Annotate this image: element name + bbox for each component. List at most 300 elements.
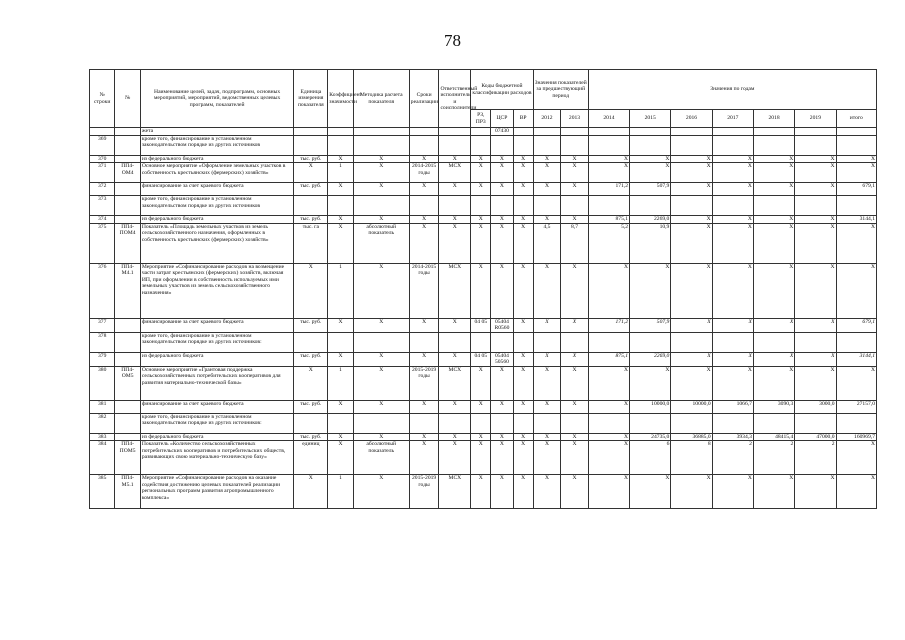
cell-2014: X [588, 366, 629, 400]
cell-2013 [561, 413, 589, 433]
cell-coef [328, 332, 353, 352]
cell-vr: X [513, 223, 533, 263]
cell-row-number: 384 [90, 441, 115, 475]
cell-code: ПП4-ОМ5 [115, 366, 140, 400]
cell-row-number: 373 [90, 196, 115, 216]
cell-2015: 6 [630, 441, 671, 475]
cell-total: 679,1 [836, 318, 876, 332]
cell-coef: 1 [328, 263, 353, 318]
cell-2019 [795, 196, 836, 216]
cell-unit: X [294, 263, 328, 318]
program-indicators-table [89, 69, 877, 509]
cell-csr: X [491, 216, 513, 224]
cell-coef [328, 128, 353, 136]
cell-coef: X [328, 400, 353, 413]
cell-row-number: 369 [90, 135, 115, 155]
cell-method: X [353, 400, 409, 413]
cell-2012 [533, 135, 561, 155]
cell-terms [409, 196, 439, 216]
cell-2018 [753, 128, 794, 136]
cell-terms [409, 413, 439, 433]
cell-2012: X [533, 318, 561, 332]
header-prev-values: Значения показателей за предшествующий период [533, 70, 588, 110]
cell-method: X [353, 475, 409, 509]
cell-terms [409, 128, 439, 136]
cell-2015: X [630, 475, 671, 509]
cell-unit [294, 128, 328, 136]
cell-resp: МСХ [439, 163, 471, 183]
table-row [90, 433, 877, 441]
cell-2016 [671, 135, 712, 155]
cell-2015 [630, 128, 671, 136]
cell-code: ПП4-М5.1 [115, 475, 140, 509]
cell-2013: X [561, 352, 589, 366]
cell-2014: X [588, 433, 629, 441]
header-2013: 2013 [561, 110, 589, 128]
cell-terms: X [409, 183, 439, 196]
header-by-years: Значения по годам [588, 70, 876, 110]
cell-unit [294, 413, 328, 433]
cell-unit: тыс. руб. [294, 318, 328, 332]
cell-resp [439, 332, 471, 352]
cell-terms: X [409, 433, 439, 441]
cell-2013: X [561, 216, 589, 224]
cell-name: из федерального бюджета [140, 352, 294, 366]
cell-unit: X [294, 163, 328, 183]
cell-csr: X [491, 475, 513, 509]
cell-coef: X [328, 318, 353, 332]
cell-2015: 24735,0 [630, 433, 671, 441]
table-row [90, 155, 877, 163]
cell-coef: X [328, 183, 353, 196]
cell-name: из федерального бюджета [140, 155, 294, 163]
cell-rz [471, 128, 491, 136]
cell-resp [439, 128, 471, 136]
table-row [90, 441, 877, 475]
cell-2012 [533, 196, 561, 216]
cell-unit [294, 332, 328, 352]
cell-row-number: 376 [90, 263, 115, 318]
cell-2014: X [588, 441, 629, 475]
table-row [90, 413, 877, 433]
cell-2016: X [671, 183, 712, 196]
cell-2012: X [533, 163, 561, 183]
cell-2018: X [753, 263, 794, 318]
cell-2012: X [533, 183, 561, 196]
cell-method: X [353, 216, 409, 224]
cell-method: X [353, 183, 409, 196]
cell-2018: 3090,3 [753, 400, 794, 413]
cell-resp: X [439, 400, 471, 413]
cell-2017: X [712, 155, 753, 163]
cell-code [115, 332, 140, 352]
cell-code [115, 352, 140, 366]
cell-2013: X [561, 441, 589, 475]
cell-2017: 1066,7 [712, 400, 753, 413]
cell-2017: X [712, 475, 753, 509]
header-csr: ЦСР [491, 110, 513, 128]
cell-total: 27157,0 [836, 400, 876, 413]
cell-2018: X [753, 223, 794, 263]
cell-vr: X [513, 475, 533, 509]
table-row [90, 135, 877, 155]
cell-2017 [712, 196, 753, 216]
cell-rz [471, 196, 491, 216]
cell-2018: X [753, 155, 794, 163]
cell-csr: X [491, 433, 513, 441]
cell-row-number: 380 [90, 366, 115, 400]
cell-csr: X [491, 163, 513, 183]
cell-coef: X [328, 433, 353, 441]
cell-unit [294, 135, 328, 155]
cell-vr: X [513, 263, 533, 318]
cell-resp: X [439, 433, 471, 441]
cell-2016 [671, 196, 712, 216]
cell-2012: X [533, 475, 561, 509]
header-2017: 2017 [712, 110, 753, 128]
cell-2018: X [753, 366, 794, 400]
cell-2014 [588, 413, 629, 433]
cell-2017: X [712, 366, 753, 400]
cell-csr: X [491, 400, 513, 413]
cell-name: кроме того, финансирование в установленном законодательством порядке из других источников: [140, 332, 294, 352]
cell-2018: X [753, 318, 794, 332]
cell-2017 [712, 128, 753, 136]
cell-2018: 2 [753, 441, 794, 475]
cell-row-number: 382 [90, 413, 115, 433]
cell-2014 [588, 332, 629, 352]
cell-resp: X [439, 318, 471, 332]
cell-coef: 1 [328, 366, 353, 400]
cell-terms: 2015-2019 годы [409, 475, 439, 509]
cell-row-number: 375 [90, 223, 115, 263]
cell-code [115, 155, 140, 163]
cell-2012 [533, 332, 561, 352]
cell-total: X [836, 475, 876, 509]
cell-row-number: 371 [90, 163, 115, 183]
cell-name: Основное мероприятие «Грантовая поддержка сельскохозяйственных потребительских кооперативов для развития материально-технической базы» [140, 366, 294, 400]
cell-2018: 48415,4 [753, 433, 794, 441]
cell-resp: X [439, 155, 471, 163]
cell-2014: X [588, 163, 629, 183]
cell-method: X [353, 352, 409, 366]
header-no: № [115, 70, 140, 128]
cell-2019: X [795, 216, 836, 224]
cell-rz: 04 05 [471, 352, 491, 366]
cell-2014: 875,1 [588, 216, 629, 224]
cell-2017: 3934,3 [712, 433, 753, 441]
table-row [90, 223, 877, 263]
cell-2016: 10000,0 [671, 400, 712, 413]
cell-code: ПП4-М4.1 [115, 263, 140, 318]
page-number: 78 [444, 31, 461, 50]
cell-coef: 1 [328, 475, 353, 509]
cell-2014 [588, 128, 629, 136]
cell-2018 [753, 196, 794, 216]
cell-row-number: 381 [90, 400, 115, 413]
cell-2018 [753, 332, 794, 352]
cell-vr: X [513, 366, 533, 400]
cell-2019 [795, 413, 836, 433]
cell-2014: X [588, 155, 629, 163]
cell-terms [409, 332, 439, 352]
cell-2019: X [795, 475, 836, 509]
cell-csr: 05404 R0560 [491, 318, 513, 332]
cell-code [115, 400, 140, 413]
cell-2015 [630, 413, 671, 433]
cell-2018: X [753, 352, 794, 366]
cell-name: кроме того, финансирование в установленном законодательством порядке из других источников [140, 135, 294, 155]
cell-2015: X [630, 163, 671, 183]
cell-code: ПП4-ОМ4 [115, 163, 140, 183]
cell-csr: X [491, 183, 513, 196]
cell-2013: X [561, 433, 589, 441]
cell-2013 [561, 128, 589, 136]
cell-2017: 2 [712, 441, 753, 475]
cell-csr: X [491, 441, 513, 475]
cell-2017: X [712, 318, 753, 332]
cell-2016: X [671, 155, 712, 163]
cell-vr [513, 196, 533, 216]
cell-resp: МСХ [439, 263, 471, 318]
cell-2013 [561, 135, 589, 155]
cell-total: X [836, 163, 876, 183]
cell-method: абсолютный показатель [353, 441, 409, 475]
cell-total: X [836, 155, 876, 163]
cell-resp [439, 196, 471, 216]
cell-csr [491, 332, 513, 352]
cell-row-number: 383 [90, 433, 115, 441]
cell-coef [328, 196, 353, 216]
cell-code [115, 413, 140, 433]
cell-row-number: 374 [90, 216, 115, 224]
cell-vr: X [513, 155, 533, 163]
cell-2016 [671, 413, 712, 433]
cell-resp: X [439, 183, 471, 196]
cell-csr: 07430 [491, 128, 513, 136]
cell-vr [513, 413, 533, 433]
header-unit: Единица измерения показателя [294, 70, 328, 128]
cell-vr: X [513, 163, 533, 183]
cell-rz: X [471, 216, 491, 224]
cell-2016: X [671, 216, 712, 224]
table-row [90, 400, 877, 413]
cell-csr: X [491, 263, 513, 318]
cell-2012 [533, 413, 561, 433]
cell-total [836, 413, 876, 433]
cell-total [836, 135, 876, 155]
cell-rz: X [471, 475, 491, 509]
cell-rz [471, 413, 491, 433]
cell-unit [294, 196, 328, 216]
cell-2016: X [671, 263, 712, 318]
cell-2015: 2269,0 [630, 216, 671, 224]
cell-name: жета [140, 128, 294, 136]
cell-name: из федерального бюджета [140, 433, 294, 441]
table-row [90, 216, 877, 224]
cell-resp: X [439, 216, 471, 224]
cell-vr: X [513, 183, 533, 196]
cell-resp: МСХ [439, 475, 471, 509]
cell-2019: X [795, 318, 836, 332]
cell-vr: X [513, 318, 533, 332]
cell-unit: X [294, 475, 328, 509]
table-row [90, 163, 877, 183]
cell-row-number: 378 [90, 332, 115, 352]
header-name: Наименование целей, задач, подпрограмм, основных мероприятий, мероприятий, ведомственных целевых программ, показателей [140, 70, 294, 128]
cell-2018 [753, 135, 794, 155]
cell-csr: X [491, 155, 513, 163]
cell-2012: 4,5 [533, 223, 561, 263]
cell-name: из федерального бюджета [140, 216, 294, 224]
cell-coef: X [328, 352, 353, 366]
header-coef: Коэффициент значимости [328, 70, 353, 128]
cell-unit: тыс. руб. [294, 216, 328, 224]
cell-total: 679,1 [836, 183, 876, 196]
header-budget-codes: Коды бюджетной классификации расходов [471, 70, 534, 110]
table-row [90, 128, 877, 136]
cell-2012: X [533, 433, 561, 441]
table-row [90, 263, 877, 318]
cell-vr: X [513, 400, 533, 413]
cell-coef [328, 135, 353, 155]
cell-name: финансирование за счет краевого бюджета [140, 318, 294, 332]
cell-name: Основное мероприятие «Оформление земельных участков в собственность крестьянских (фермерских) хозяйств» [140, 163, 294, 183]
cell-name: финансирование за счет краевого бюджета [140, 400, 294, 413]
header-2016: 2016 [671, 110, 712, 128]
cell-2016: X [671, 318, 712, 332]
cell-2013: X [561, 155, 589, 163]
cell-2013: X [561, 318, 589, 332]
cell-rz: X [471, 183, 491, 196]
cell-row-number: 377 [90, 318, 115, 332]
cell-total [836, 196, 876, 216]
cell-rz: X [471, 223, 491, 263]
header-resp: Ответственный исполнитель и соисполнители [439, 70, 471, 128]
cell-resp: X [439, 441, 471, 475]
cell-2019: X [795, 155, 836, 163]
cell-2015: 507,9 [630, 183, 671, 196]
cell-2012: X [533, 216, 561, 224]
cell-2016: X [671, 223, 712, 263]
cell-row-number [90, 128, 115, 136]
cell-2013: X [561, 400, 589, 413]
cell-terms: X [409, 223, 439, 263]
cell-name: Мероприятие «Софинансирование расходов на оказание содействия достижению целевых показателей реализации региональных программ развития агропромышленного комплекса» [140, 475, 294, 509]
cell-2014: 875,1 [588, 352, 629, 366]
header-2012: 2012 [533, 110, 561, 128]
cell-vr: X [513, 433, 533, 441]
cell-name: кроме того, финансирование в установленном законодательством порядке из других источников [140, 196, 294, 216]
cell-code: ПП4-ПОМ4 [115, 223, 140, 263]
cell-2012: X [533, 400, 561, 413]
cell-unit: единиц [294, 441, 328, 475]
cell-2014: X [588, 475, 629, 509]
cell-resp: МСХ [439, 366, 471, 400]
cell-rz: X [471, 400, 491, 413]
cell-2019: 47000,0 [795, 433, 836, 441]
cell-2019: X [795, 163, 836, 183]
cell-terms: 2014-2015 годы [409, 163, 439, 183]
table-row [90, 332, 877, 352]
cell-csr [491, 196, 513, 216]
cell-resp: X [439, 223, 471, 263]
cell-method: X [353, 155, 409, 163]
cell-row-number: 372 [90, 183, 115, 196]
cell-2015 [630, 196, 671, 216]
header-rz: РЗ, ПР3 [471, 110, 491, 128]
cell-total: X [836, 366, 876, 400]
cell-2014 [588, 135, 629, 155]
cell-2019: X [795, 263, 836, 318]
cell-unit: тыс. руб. [294, 400, 328, 413]
cell-method [353, 332, 409, 352]
cell-total: X [836, 441, 876, 475]
cell-2017: X [712, 223, 753, 263]
cell-2014: 171,2 [588, 318, 629, 332]
cell-2019 [795, 332, 836, 352]
header-2014: 2014 [588, 110, 629, 128]
cell-2017 [712, 332, 753, 352]
cell-csr: X [491, 366, 513, 400]
cell-vr: X [513, 441, 533, 475]
cell-coef: X [328, 216, 353, 224]
cell-2019 [795, 128, 836, 136]
cell-2019: 2 [795, 441, 836, 475]
cell-total [836, 332, 876, 352]
cell-terms: X [409, 400, 439, 413]
cell-total: X [836, 223, 876, 263]
cell-rz: 04 05 [471, 318, 491, 332]
cell-2015: 2269,0 [630, 352, 671, 366]
cell-rz: X [471, 163, 491, 183]
cell-rz: X [471, 441, 491, 475]
cell-method: X [353, 366, 409, 400]
header-row-no: № строки [90, 70, 115, 128]
cell-2015 [630, 135, 671, 155]
cell-2015 [630, 332, 671, 352]
cell-2018 [753, 413, 794, 433]
table-row [90, 183, 877, 196]
cell-2017 [712, 413, 753, 433]
cell-rz: X [471, 433, 491, 441]
cell-name: кроме того, финансирование в установленном законодательством порядке из других источников: [140, 413, 294, 433]
cell-unit: тыс. руб. [294, 433, 328, 441]
cell-2012: X [533, 263, 561, 318]
cell-rz: X [471, 155, 491, 163]
cell-2015: 507,9 [630, 318, 671, 332]
cell-method: X [353, 163, 409, 183]
cell-2014: 171,2 [588, 183, 629, 196]
cell-2019: X [795, 352, 836, 366]
cell-row-number: 370 [90, 155, 115, 163]
cell-vr [513, 128, 533, 136]
cell-2018: X [753, 475, 794, 509]
cell-2017: X [712, 163, 753, 183]
header-vr: ВР [513, 110, 533, 128]
cell-2016 [671, 128, 712, 136]
cell-row-number: 379 [90, 352, 115, 366]
cell-method [353, 196, 409, 216]
table-header [90, 70, 877, 128]
cell-terms: X [409, 155, 439, 163]
cell-terms [409, 135, 439, 155]
cell-method [353, 413, 409, 433]
cell-method [353, 128, 409, 136]
cell-2013: X [561, 163, 589, 183]
cell-2017: X [712, 263, 753, 318]
cell-method: абсолютный показатель [353, 223, 409, 263]
